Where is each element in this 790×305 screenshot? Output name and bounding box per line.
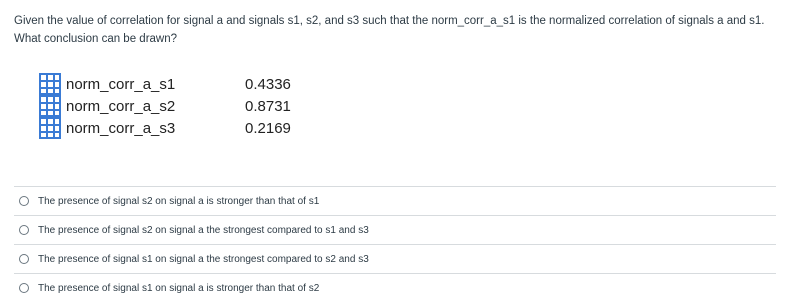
question-text: Given the value of correlation for signal a and signals s1, s2, and s3 such that the norm_corr_a_s1 is the normalized correlation of signals a and s1. What conclusion can be drawn? xyxy=(14,15,765,45)
variable-name: norm_corr_a_s1 xyxy=(66,75,176,93)
answer-option-4[interactable] xyxy=(14,273,776,302)
variable-table-image xyxy=(38,73,291,139)
variable-value: 0.4336 xyxy=(245,75,291,93)
variable-row xyxy=(38,95,291,117)
answer-label[interactable]: The presence of signal s2 on signal a is stronger than that of s1 xyxy=(38,195,320,207)
answer-label[interactable]: The presence of signal s1 on signal a the strongest compared to s2 and s3 xyxy=(38,253,369,265)
answer-option-1[interactable] xyxy=(14,186,776,215)
radio-button[interactable] xyxy=(19,225,29,235)
table-grid-icon xyxy=(38,94,62,118)
variable-row xyxy=(38,73,291,95)
answer-label[interactable]: The presence of signal s2 on signal a the strongest compared to s1 and s3 xyxy=(38,224,369,236)
table-grid-icon xyxy=(38,72,62,96)
radio-button[interactable] xyxy=(19,196,29,206)
answer-label[interactable]: The presence of signal s1 on signal a is stronger than that of s2 xyxy=(38,282,320,294)
variable-value: 0.8731 xyxy=(245,97,291,115)
radio-button[interactable] xyxy=(19,283,29,293)
radio-button[interactable] xyxy=(19,254,29,264)
variable-row xyxy=(38,117,291,139)
answer-option-2[interactable] xyxy=(14,215,776,244)
table-grid-icon xyxy=(38,116,62,140)
variable-name: norm_corr_a_s3 xyxy=(66,119,176,137)
variable-name: norm_corr_a_s2 xyxy=(66,97,176,115)
variable-value: 0.2169 xyxy=(245,119,291,137)
answer-options xyxy=(14,186,776,302)
answer-option-3[interactable] xyxy=(14,244,776,273)
